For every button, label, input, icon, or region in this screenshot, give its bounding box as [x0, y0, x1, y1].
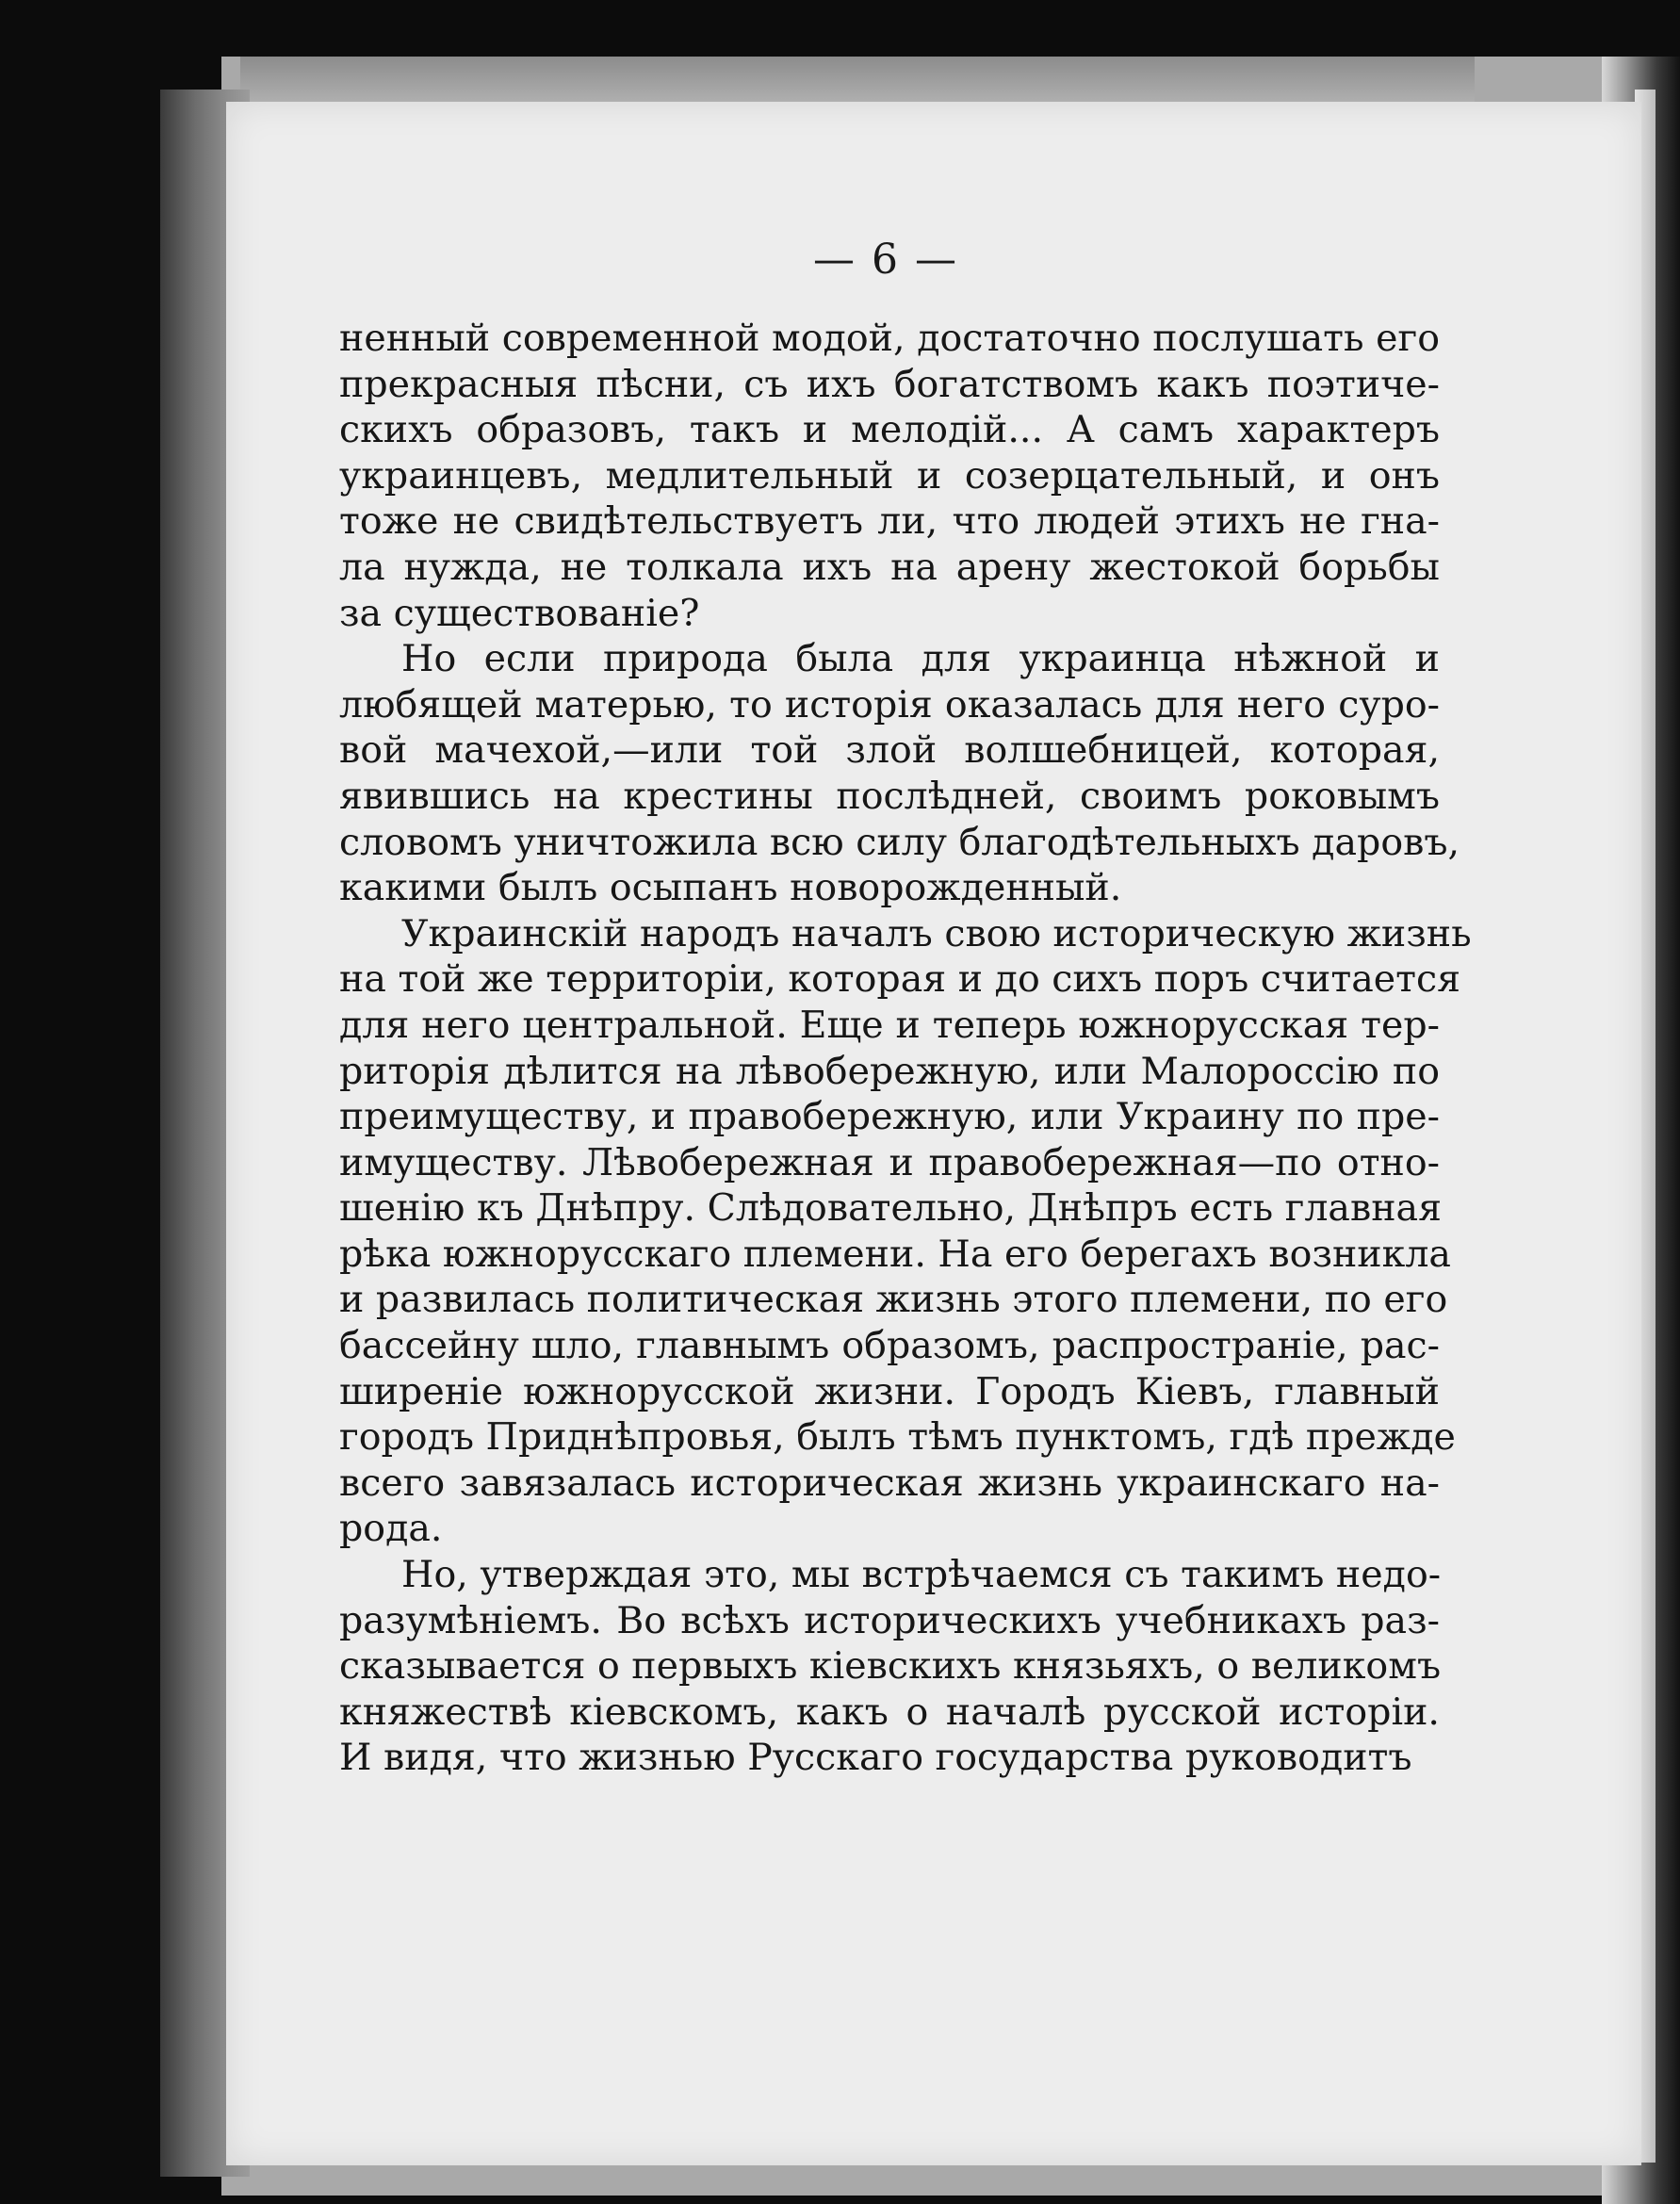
- endpaper-top-edge: [240, 57, 1475, 108]
- text-line: тоже не свидѣтельствуетъ ли, что людей этихъ не гна-: [339, 499, 1440, 544]
- text-line: бассейну шло, главнымъ образомъ, распространіе, рас-: [339, 1324, 1440, 1368]
- text-line: любящей матерью, то исторія оказалась для него суро-: [339, 682, 1440, 727]
- page-number: — 6 —: [813, 236, 958, 284]
- text-line: украинцевъ, медлительный и созерцательный, и онъ: [339, 453, 1440, 498]
- text-line: скихъ образовъ, такъ и мелодій... А самъ характеръ: [339, 408, 1440, 452]
- text-line: ненный современной модой, достаточно послушать его: [339, 317, 1440, 360]
- body-text: [339, 316, 1472, 1781]
- text-line: городъ Приднѣпровья, былъ тѣмъ пунктомъ, гдѣ прежде: [339, 1415, 1456, 1460]
- paragraph: [339, 316, 1440, 636]
- text-line: прекрасныя пѣсни, съ ихъ богатствомъ какъ поэтиче-: [339, 362, 1440, 406]
- text-line: Но если природа была для украинца нѣжной и: [401, 637, 1440, 681]
- text-line: за существованіе?: [339, 591, 700, 635]
- text-line: всего завязалась историческая жизнь украинскаго на-: [339, 1461, 1440, 1505]
- text-line: и развилась политическая жизнь этого племени, по его: [339, 1278, 1448, 1322]
- text-line: княжествѣ кіевскомъ, какъ о началѣ русской исторіи.: [339, 1690, 1440, 1734]
- text-line: на той же территоріи, которая и до сихъ поръ считается: [339, 957, 1461, 1002]
- text-line: ла нужда, не толкала ихъ на арену жестокой борьбы: [339, 545, 1440, 589]
- paragraph: [339, 636, 1460, 911]
- text-line: риторія дѣлится на лѣвобережную, или Малороссію по: [339, 1049, 1440, 1093]
- text-line: явившись на крестины послѣдней, своимъ роковымъ: [339, 774, 1440, 818]
- text-line: рѣка южнорусскаго племени. На его берегахъ возникла: [339, 1232, 1451, 1276]
- text-line: имуществу. Лѣвобережная и правобережная—по отно-: [339, 1140, 1440, 1184]
- text-line: И видя, что жизнью Русскаго государства руководитъ: [339, 1736, 1412, 1780]
- text-line: Украинскій народъ началъ свою историческую жизнь: [401, 911, 1472, 955]
- text-line: вой мачехой,—или той злой волшебницей, которая,: [339, 728, 1440, 773]
- paragraph: [339, 911, 1472, 1552]
- text-line: рода.: [339, 1507, 443, 1551]
- text-line: какими былъ осыпанъ новорожденный.: [339, 866, 1122, 910]
- text-line: Но, утверждая это, мы встрѣчаемся съ такимъ недо-: [401, 1553, 1442, 1597]
- text-line: преимуществу, и правобережную, или Украину по пре-: [339, 1095, 1440, 1139]
- text-line: разумѣніемъ. Во всѣхъ историческихъ учебникахъ раз-: [339, 1598, 1440, 1642]
- text-line: для него центральной. Еще и теперь южнорусская тер-: [339, 1003, 1440, 1047]
- text-line: шенію къ Днѣпру. Слѣдовательно, Днѣпръ есть главная: [339, 1186, 1443, 1231]
- text-line: сказывается о первыхъ кіевскихъ князьяхъ, о великомъ: [339, 1644, 1442, 1689]
- text-line: словомъ уничтожила всю силу благодѣтельныхъ даровъ,: [339, 820, 1460, 864]
- text-line: ширеніе южнорусской жизни. Городъ Кіевъ, главный: [339, 1369, 1440, 1413]
- paragraph: [339, 1552, 1440, 1781]
